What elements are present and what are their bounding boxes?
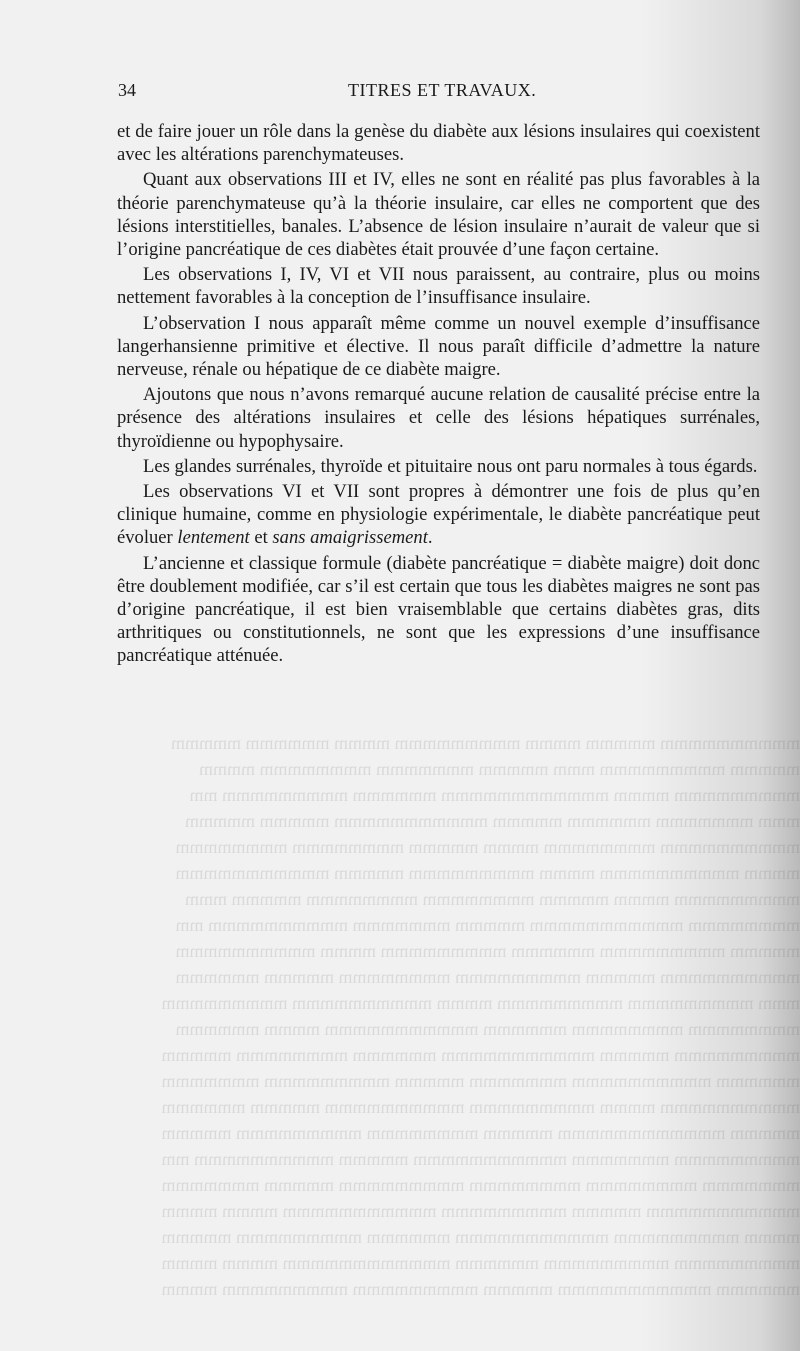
paragraph-8: L’ancienne et classique formule (diabète pancréatique = diabète maigre) doit donc être doublement modifiée, car s’il est certain que tous les diabètes maigres ne sont pas d’origine pancréatique, il est bien vraisemblable que certains diabètes gras, dits arthritiques ou constitutionnels, ne sont que les expressions d’une insuffisance pancréatique atténuée. [117,552,760,667]
paragraph-7 [117,480,760,550]
paragraph-2: Quant aux observations III et IV, elles ne sont en réalité pas plus favorables à la théorie parenchymateuse qu’à la théorie insulaire, car elles ne comportent que des lésions interstitielles, banales. L’absence de lésion insulaire n’aurait de valeur que si l’origine pancréatique de ces diabètes était prouvée d’une façon certaine. [117,169,760,261]
paragraph-1: et de faire jouer un rôle dans la genèse du diabète aux lésions insulaires qui coexistent avec les altérations parenchymateuses. [117,121,760,166]
page-number: 34 [118,80,136,100]
running-title: TITRES ET TRAVAUX. [348,80,537,100]
paragraph-7-italic-lentement: lentement [177,527,250,549]
paragraph-3: Les observations I, IV, VI et VII nous paraissent, au contraire, plus ou moins nettement favorables à la conception de l’insuffisance insulaire. [117,264,760,309]
page-header [118,80,758,106]
paragraph-5: Ajoutons que nous n’avons remarqué aucune relation de causalité précise entre la présence des altérations insulaires et celle des lésions hépatiques surrénales, thyroïdienne ou hypophysaire. [117,384,760,452]
bleed-through-text: mmmmmmmmmm mmmmm mmmm mmmmmmmmm mmmm mmmmmm mmmmm mmmmm mmmmmmmmm mmm mmmmm mmmmmmm mmmmmmmm mmmm mmmmmmmmm mmmm mmmmmmmmmmmm mmmmmm mmmmmmmmm mm mmm mmmmmmm mmmmmm mmmmm mmmmmmmmmmm mmmmm mmmmm mmmmmmmmmm mmmmmmmm mmmm mmmmm mmmmmmmm mmmmmmmm mmmm mmmmmmmmmm mmmm mmmmmmmmm mmmmm mmmmmmmmmmm mmmmmmmmm mmmm mmmmm mmmmmmmm mmmmmmmm mmmmm mmm mmmmmmmm mmmmmmmmmmm mmmmm mmmmmmm mmmmmmmmmm mm mmmmm mmmmmmmmm mmmmmm mmmmmmmmm mmmm mmmmmmmmmm mmmmmmmmmm mmmmm mmmmmmmmm mmmmmmmm mmmmm mmmmmm mmm mmmmmmmmm mmmmmmmmm mmmm mmmmmmmmmm mmmmmmmmm mmmmmmmm mmmmmmmm mmmmmm mmmmmmmmmmm mmmm mmmmmm mmmmmmmmm mmmmm mmmmmmmmmmm mmmmmm mmmmmmmm mmmmm mmmmmm mmmmmmmmmm mmmmmmm mmmmm mmmmmmmmm mmmmmmm mmmmmmmmmm mmmm mmmmmmmmm mmmmmmmmmm mmmmm mmmmmm mmmmm mmmmmmmmmmmm mmmmm mmmmmmmm mmmmmmmmm mmmmm mmmmmmmmm mmmmmmm mmmmmmmmmmm mmmmm mmmmmmmmmm mm mmmmmmm mmmmmmmm mmmmmmmm mmmmmmmmm mmmmm mmmmmmm mmmmmmmmmmm mmmmm mmmmmmmmm mmmmmmmmmmm mmmm mmmm mmmm mmmmmmmmm mmmmmmmmmmm mmmmmm mmmmmmmmm mmmmm mmmmmmmmm mmmmmmmmm mmmmmm mmmmmmmmmmmm mmmm mmmm mmmmmm mmmmmmmmmmm mmmmm mmmmmmmmm mmmmmmmmm mmmm [161,733,800,1299]
paragraph-7-text-middle: et [249,527,273,549]
body-text [117,120,760,670]
paragraph-7-text-after: . [427,527,433,549]
paragraph-4: L’observation I nous apparaît même comme un nouvel exemple d’insuffisance langerhansienne primitive et élective. Il nous paraît difficile d’admettre la nature nerveuse, rénale ou hépatique de ce diabète maigre. [117,312,760,381]
paragraph-6: Les glandes surrénales, thyroïde et pituitaire nous ont paru normales à tous égards. [143,455,758,477]
paragraph-7-italic-sans-amaigrissement: sans amaigrissement [272,527,428,549]
paragraph-7-text-before: Les observations VI et VII sont propres à démontrer une fois de plus qu’en clinique humaine, comme en physiologie expérimentale, le diabète pancréatique peut évoluer [117,481,760,549]
